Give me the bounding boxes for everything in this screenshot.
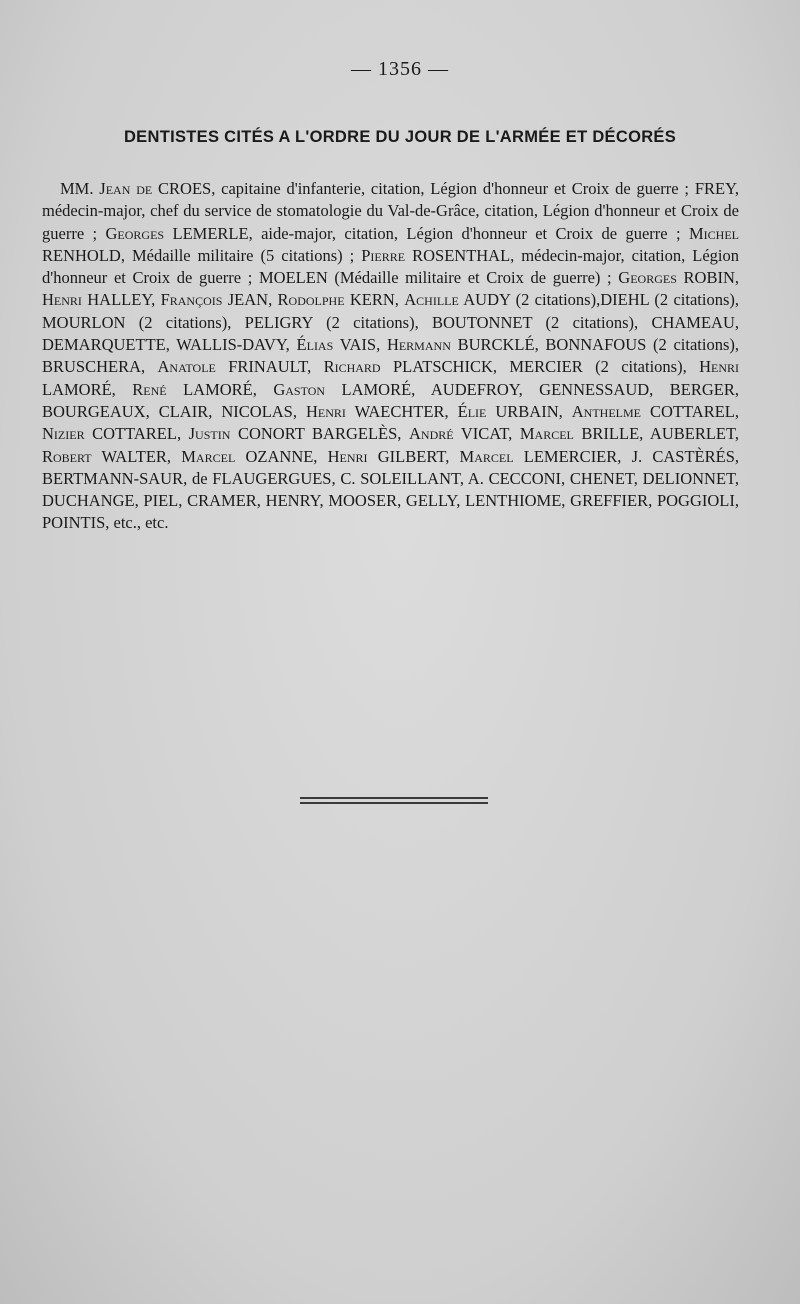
text-run: MM. xyxy=(60,179,100,198)
given-name-smallcaps: Marcel xyxy=(181,446,236,466)
given-name-smallcaps: Anatole xyxy=(157,357,216,377)
given-name-smallcaps: Anthelme xyxy=(571,401,642,421)
given-name-smallcaps: Michel xyxy=(689,223,739,243)
given-name-smallcaps: Justin xyxy=(188,424,231,444)
page-number: — 1356 — xyxy=(351,58,449,80)
text-run: URBAIN, xyxy=(486,401,572,421)
separator-line xyxy=(300,797,488,799)
given-name-smallcaps: Hermann xyxy=(386,335,451,355)
given-name-smallcaps: Georges xyxy=(618,268,677,288)
bleed-through-text xyxy=(60,735,750,1035)
text-run: LEMERLE, aide-major, citation, Légion d'honneur et Croix de guerre ; xyxy=(164,223,689,243)
body-paragraph xyxy=(42,178,739,535)
text-run: COTTAREL, xyxy=(84,424,189,444)
given-name-smallcaps: Pierre xyxy=(361,245,406,265)
text-run: CONORT BARGELÈS, xyxy=(230,424,409,444)
given-name-smallcaps: Élias xyxy=(296,335,334,355)
text-run: PLATSCHICK, MERCIER (2 citations), xyxy=(380,357,700,377)
text-run: COTTAREL, xyxy=(641,401,739,421)
given-name-smallcaps: Richard xyxy=(323,357,381,377)
text-run: LEMERCIER, J. CASTÈRÉS, BERTMANN-SAUR, de FLAUGERGUES, C. SOLEILLANT, A. CECCONI, CHENET, DELIONNET, DUCHANGE, PIEL, CRAMER, HENRY, MOOSER, GELLY, LENTHIOME, GREFFIER, POGGIOLI, POINTIS, etc., etc. xyxy=(42,446,739,533)
text-run: LAMORÉ, xyxy=(42,379,133,399)
given-name-smallcaps: Gaston xyxy=(273,379,326,399)
text-run: ROBIN, xyxy=(676,268,739,288)
text-run: BRILLE, AUBERLET, xyxy=(573,424,739,444)
text-run: GILBERT, xyxy=(367,446,460,466)
given-name-smallcaps: Marcel xyxy=(459,446,514,466)
given-name-smallcaps: André xyxy=(408,424,454,444)
bleed-through-text xyxy=(60,525,750,645)
given-name-smallcaps: René xyxy=(132,379,167,399)
text-run: WAECHTER, xyxy=(345,401,458,421)
given-name-smallcaps: Jean de xyxy=(99,179,153,198)
text-run: VICAT, xyxy=(453,424,520,444)
text-run: KERN, xyxy=(344,290,405,310)
bleed-through-text xyxy=(60,1070,750,1220)
given-name-smallcaps: Henri xyxy=(306,401,346,421)
text-run: HALLEY, xyxy=(81,290,161,310)
text-run: OZANNE, xyxy=(235,446,328,466)
text-run: CROES, capitaine d'infanterie, citation, Légion d'honneur et Croix de guerre ; FREY, médecin-major, chef du service de stomatologie du Val-de-Grâce, citation, Légion d'honneur et Croix de guerre ; xyxy=(42,179,740,243)
separator-line xyxy=(300,802,488,804)
text-run: LAMORÉ, AUDEFROY, GENNESSAUD, BERGER, BOURGEAUX, CLAIR, NICOLAS, xyxy=(42,379,739,421)
text-run: VAIS, xyxy=(333,335,387,355)
given-name-smallcaps: Henri xyxy=(699,357,740,377)
section-heading: DENTISTES CITÉS A L'ORDRE DU JOUR DE L'ARMÉE ET DÉCORÉS xyxy=(123,128,677,146)
given-name-smallcaps: Robert xyxy=(42,446,92,466)
text-run: JEAN, xyxy=(222,290,278,310)
given-name-smallcaps: Henri xyxy=(327,446,368,466)
text-run: BURCKLÉ, BONNAFOUS (2 citations), BRUSCHERA, xyxy=(42,335,739,377)
given-name-smallcaps: François xyxy=(160,290,223,310)
text-run: LAMORÉ, xyxy=(166,379,274,399)
section-separator xyxy=(300,797,488,807)
given-name-smallcaps: Georges xyxy=(105,223,165,243)
given-name-smallcaps: Rodolphe xyxy=(277,290,345,310)
given-name-smallcaps: Marcel xyxy=(519,424,574,444)
text-run: FRINAULT, xyxy=(215,357,324,377)
given-name-smallcaps: Achille xyxy=(404,290,459,310)
text-run: RENHOLD, Médaille militaire (5 citations) ; xyxy=(42,245,362,265)
text-run: ROSENTHAL, médecin-major, citation, Légion d'honneur et Croix de guerre ; MOELEN (Médaille militaire et Croix de guerre) ; xyxy=(42,245,739,288)
given-name-smallcaps: Élie xyxy=(457,401,487,421)
given-name-smallcaps: Henri xyxy=(42,290,82,310)
text-run: WALTER, xyxy=(91,446,182,466)
text-run: AUDY (2 citations),DIEHL (2 citations), MOURLON (2 citations), PELIGRY (2 citations), BOUTONNET (2 citations), CHAMEAU, DEMARQUETTE, WALLIS-DAVY, xyxy=(42,290,739,355)
given-name-smallcaps: Nizier xyxy=(42,424,85,444)
